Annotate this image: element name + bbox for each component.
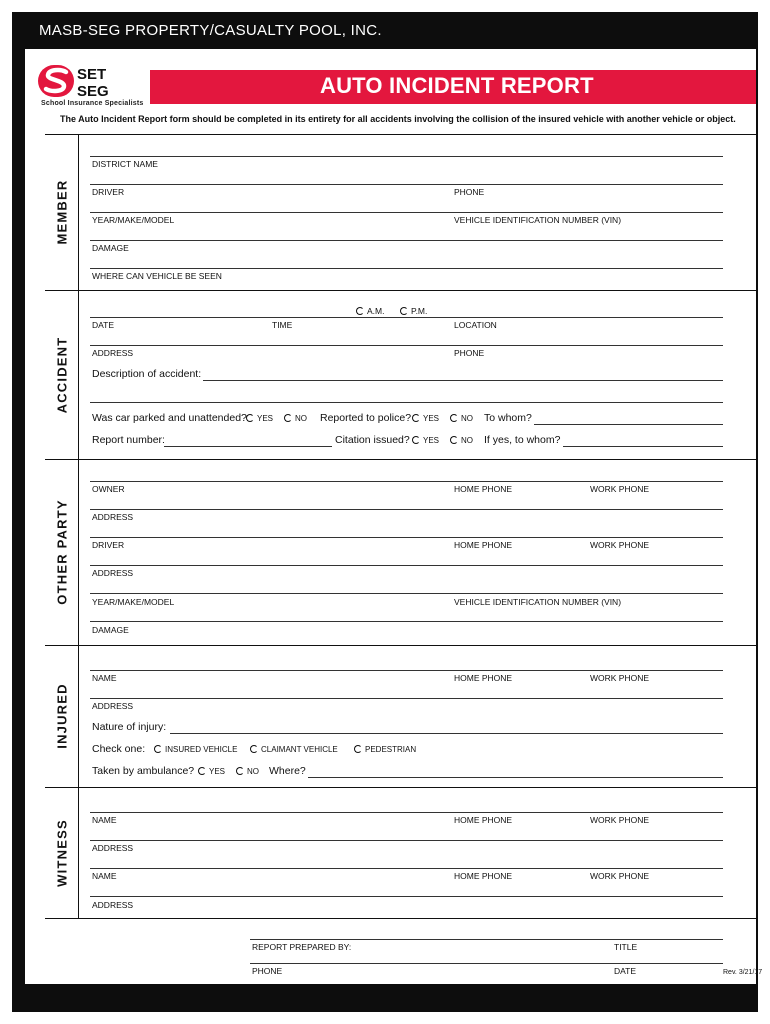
damage-field[interactable] [90,240,723,241]
radio-circle-icon[interactable] [400,307,408,315]
phone-label: PHONE [454,348,485,358]
radio-circle-icon[interactable] [284,414,292,422]
org-name: MASB-SEG PROPERTY/CASUALTY POOL, INC. [39,22,382,39]
witness-name-field[interactable] [90,812,723,813]
time-label: TIME [272,320,293,330]
work-phone-label: WORK PHONE [590,540,650,550]
description-label: Description of accident: [92,368,202,380]
pedestrian-option[interactable]: PEDESTRIAN [354,743,416,755]
prepared-phone-field[interactable] [250,963,723,964]
year-make-model-field[interactable] [90,212,723,213]
district-name-field[interactable] [90,156,723,157]
damage-label: DAMAGE [92,625,129,635]
witness2-name-field[interactable] [90,868,723,869]
date-label: DATE [92,320,115,330]
witness2-address-field[interactable] [90,896,723,897]
insured-vehicle-option[interactable]: INSURED VEHICLE [154,743,237,755]
ymm-label: YEAR/MAKE/MODEL [92,215,175,225]
location-label: LOCATION [454,320,497,330]
separator [45,134,756,135]
section-injured: INJURED [54,683,69,749]
vin-label: VEHICLE IDENTIFICATION NUMBER (VIN) [454,597,622,607]
radio-circle-icon[interactable] [450,436,458,444]
to-whom-label: To whom? [484,412,532,424]
radio-circle-icon[interactable] [246,414,254,422]
where-field[interactable] [308,777,723,778]
if-yes-field[interactable] [563,446,723,447]
accident-address-field[interactable] [90,345,723,346]
nature-field[interactable] [170,733,723,734]
citation-no[interactable]: NO [450,434,473,446]
pm-option[interactable]: P.M. [400,306,427,316]
section-witness: WITNESS [54,818,69,887]
ambulance-question: Taken by ambulance? [92,765,195,777]
logo-seg: SEG [77,83,109,100]
phone-label: PHONE [252,966,283,976]
home-phone-label: HOME PHONE [454,815,513,825]
injured-address-field[interactable] [90,698,723,699]
address-label: ADDRESS [92,512,134,522]
ambulance-yes[interactable]: YES [198,765,225,777]
name-label: NAME [92,815,117,825]
if-yes-label: If yes, to whom? [484,434,561,446]
driver-field[interactable] [90,184,723,185]
damage-label: DAMAGE [92,243,129,253]
driver-label: DRIVER [92,187,125,197]
parked-no[interactable]: NO [284,412,307,424]
name-label: NAME [92,673,117,683]
other-ymm-field[interactable] [90,593,723,594]
title-label: TITLE [614,942,638,952]
work-phone-label: WORK PHONE [590,673,650,683]
radio-circle-icon[interactable] [250,745,258,753]
injured-name-field[interactable] [90,670,723,671]
radio-circle-icon[interactable] [154,745,162,753]
radio-circle-icon[interactable] [236,767,244,775]
other-damage-field[interactable] [90,621,723,622]
radio-circle-icon[interactable] [450,414,458,422]
separator [45,918,756,919]
radio-circle-icon[interactable] [198,767,206,775]
separator [45,290,756,291]
parked-question: Was car parked and unattended? [92,412,247,424]
report-number-label: Report number: [92,434,165,446]
intro-text: The Auto Incident Report form should be completed in its entirety for all accidents involving the collision of the insured vehicle with another vehicle or object. [60,114,736,124]
home-phone-label: HOME PHONE [454,871,513,881]
police-yes[interactable]: YES [412,412,439,424]
radio-circle-icon[interactable] [354,745,362,753]
section-divider [78,134,79,918]
where-label: Where? [269,765,306,777]
where-vehicle-field[interactable] [90,268,723,269]
check-one-label: Check one: [92,743,146,755]
address-label: ADDRESS [92,900,134,910]
radio-circle-icon[interactable] [356,307,364,315]
description-field[interactable] [203,380,723,381]
logo-set: SET [77,66,107,83]
where-label: WHERE CAN VEHICLE BE SEEN [92,271,222,281]
home-phone-label: HOME PHONE [454,673,513,683]
revision-label: Rev. 3/21/17 [723,969,763,976]
radio-circle-icon[interactable] [412,436,420,444]
address-label: ADDRESS [92,843,134,853]
vin-label: VEHICLE IDENTIFICATION NUMBER (VIN) [454,215,622,225]
district-name-label: DISTRICT NAME [92,159,158,169]
report-number-field[interactable] [164,446,332,447]
owner-address-field[interactable] [90,509,723,510]
citation-question: Citation issued? [335,434,410,446]
phone-label: PHONE [454,187,485,197]
work-phone-label: WORK PHONE [590,815,650,825]
set-seg-s-logo-icon [37,61,147,101]
nature-label: Nature of injury: [92,721,167,733]
driver-address-field[interactable] [90,565,723,566]
police-question: Reported to police? [320,412,412,424]
address-label: ADDRESS [92,568,134,578]
description-field-2[interactable] [90,402,723,403]
to-whom-field[interactable] [534,424,723,425]
address-label: ADDRESS [92,701,134,711]
name-label: NAME [92,871,117,881]
citation-yes[interactable]: YES [412,434,439,446]
am-option[interactable]: A.M. [356,306,384,316]
section-member: MEMBER [54,179,69,245]
date-label: DATE [614,966,637,976]
home-phone-label: HOME PHONE [454,484,513,494]
prepared-by-label: REPORT PREPARED BY: [252,942,352,952]
home-phone-label: HOME PHONE [454,540,513,550]
separator [45,645,756,646]
radio-circle-icon[interactable] [412,414,420,422]
ymm-label: YEAR/MAKE/MODEL [92,597,175,607]
ambulance-no[interactable]: NO [236,765,259,777]
other-driver-field[interactable] [90,537,723,538]
logo-subtitle: School Insurance Specialists [41,100,144,107]
police-no[interactable]: NO [450,412,473,424]
parked-yes[interactable]: YES [246,412,273,424]
work-phone-label: WORK PHONE [590,871,650,881]
owner-field[interactable] [90,481,723,482]
separator [45,787,756,788]
page-title: AUTO INCIDENT REPORT [320,73,594,98]
section-accident: ACCIDENT [54,336,69,413]
prepared-by-field[interactable] [250,939,723,940]
address-label: ADDRESS [92,348,134,358]
date-time-location-field[interactable] [90,317,723,318]
separator [45,459,756,460]
claimant-vehicle-option[interactable]: CLAIMANT VEHICLE [250,743,338,755]
work-phone-label: WORK PHONE [590,484,650,494]
driver-label: DRIVER [92,540,125,550]
form-paper [25,49,756,984]
owner-label: OWNER [92,484,125,494]
section-other-party: OTHER PARTY [54,499,69,605]
witness-address-field[interactable] [90,840,723,841]
